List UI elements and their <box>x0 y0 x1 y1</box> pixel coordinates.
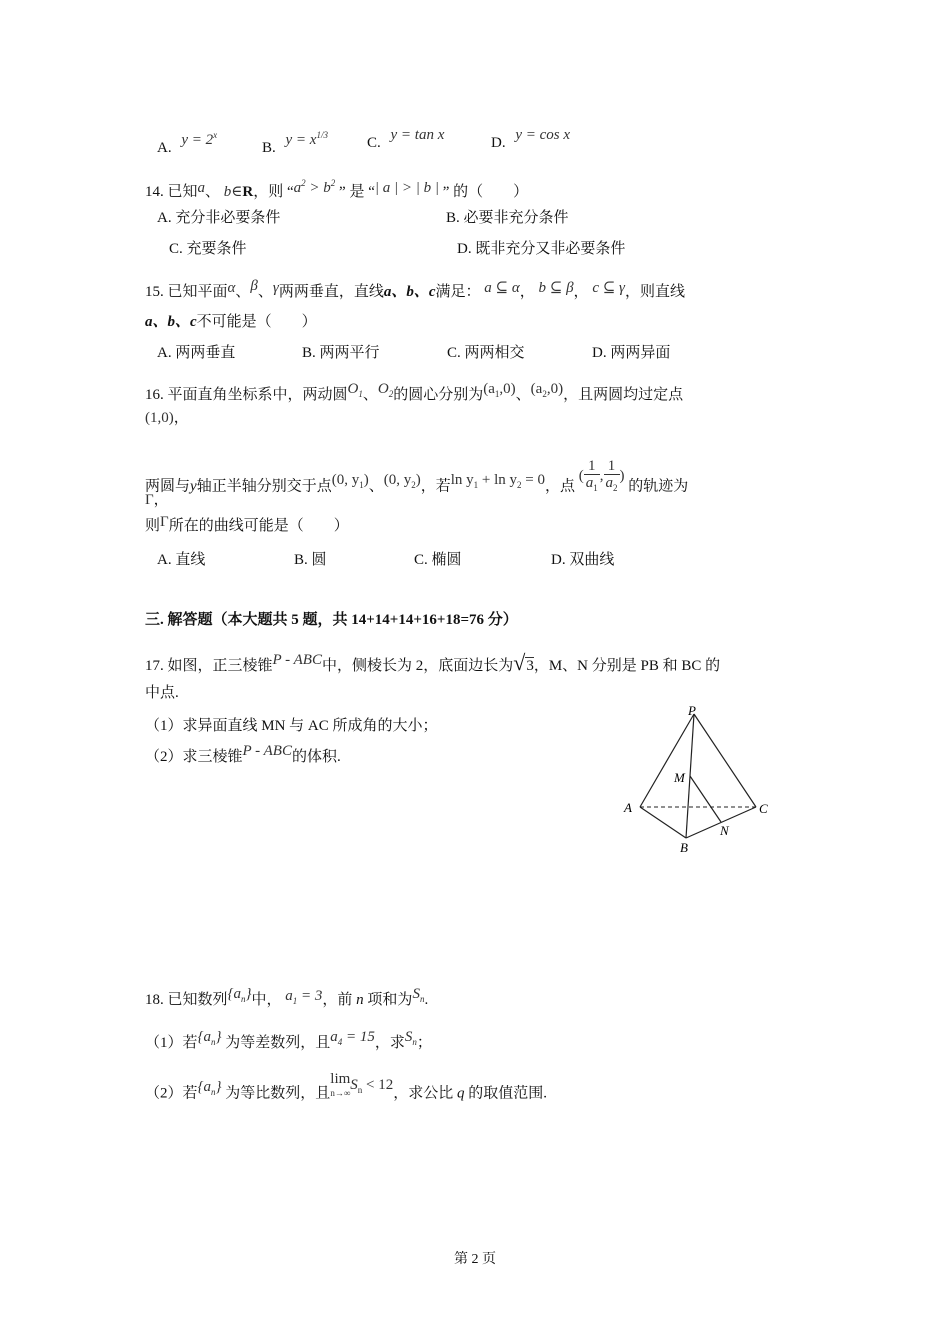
q18-part2-d: 的取值范围. <box>468 1085 548 1102</box>
q14-option-d: D. 既非充分又非必要条件 <box>457 241 626 257</box>
q18-period: . <box>424 992 429 1008</box>
q14-var-a: a <box>197 180 206 196</box>
q14-cond1: $a^2 > b^2$ <box>293 178 336 196</box>
label-a: A <box>624 800 632 815</box>
q13-option-d <box>491 127 571 153</box>
q18-a4: $a_4 = 15$ <box>330 1029 375 1047</box>
q18-n: n <box>356 992 364 1008</box>
edge-ab <box>640 807 686 838</box>
q13-option-a-label: A. <box>157 140 172 156</box>
q16-line3-a: 两圆与 <box>145 478 191 495</box>
q13-option-a-formula: $y = 2^x$ <box>181 130 218 148</box>
q13-options <box>157 130 218 158</box>
q16-pass: ，且两圆均过定点 <box>563 387 684 403</box>
q15-stem: 15. 已知平面α、β、γ两两垂直，直线a、b、c满足： a ⊆ α， b ⊆ β， c ⊆ γ，则直线 <box>145 278 685 300</box>
q18-sum: 项和为 <box>367 992 413 1008</box>
q18-sn-2: $S_n$ <box>404 1029 417 1047</box>
label-p: P <box>688 703 696 718</box>
q17-part2 <box>145 743 341 767</box>
q13-option-b-label: B. <box>262 140 276 156</box>
q16-line3-b: 轴正半轴分别交于点 <box>196 478 332 495</box>
q14-option-a: A. 充分非必要条件 <box>157 210 281 226</box>
q16-line5-b: 所在的曲线可能是（ ） <box>168 518 349 534</box>
q15-alpha: α <box>227 280 236 296</box>
q16-o1: $O_1$ <box>347 381 363 399</box>
q18-part2-c: ，求公比 <box>393 1085 454 1102</box>
q16-o2: $O_2$ <box>377 381 394 399</box>
q18-part2-b: 为等比数列，且 <box>225 1085 331 1102</box>
q15-option-a: A. 两两垂直 <box>157 345 236 361</box>
q15-lines-2: a、b、c <box>145 314 197 330</box>
q14-mid1: ，则 “ <box>253 184 294 200</box>
q13-option-c <box>367 127 445 153</box>
q16-comma: ， <box>173 410 189 426</box>
label-c: C <box>759 801 768 816</box>
q15-option-c: C. 两两相交 <box>447 345 525 361</box>
q17-part2-b: 的体积. <box>291 749 341 765</box>
label-b: B <box>680 840 688 855</box>
q13-option-d-formula: y = cos x <box>515 127 571 143</box>
q16-gamma-2: Γ <box>160 514 169 530</box>
edge-pc <box>694 714 756 807</box>
q13-option-b <box>262 130 328 158</box>
q15-rel2: b ⊆ β <box>538 280 574 296</box>
q17-sqrt: √3 <box>513 650 534 675</box>
q17-mn: ，M、N 分别是 PB 和 BC 的 <box>533 658 721 674</box>
q16-prefix: 16. 平面直角坐标系中，两动圆 <box>145 387 348 403</box>
page-number: 第 2 页 <box>454 1252 496 1267</box>
q18-seq-3: $\{a_n\}$ <box>197 1079 222 1098</box>
q16-center2: $(a_2,0)$ <box>530 381 564 399</box>
q17-line2: 中点. <box>145 685 179 701</box>
q13-option-c-formula: y = tan x <box>390 127 445 143</box>
q17-part1: （1）求异面直线 MN 与 AC 所成角的大小； <box>145 718 438 734</box>
q16-option-a: A. 直线 <box>157 552 206 568</box>
q16-option-c: C. 椭圆 <box>414 552 462 568</box>
q17-pyramid-2: P - ABC <box>242 743 292 759</box>
q14-prefix: 14. 已知 <box>145 184 198 200</box>
q18-sn: $S_n$ <box>412 986 425 1004</box>
q16-ln-eq: $\ln y_1 + \ln y_2 = 0$ <box>450 472 546 491</box>
q15-gamma: γ <box>272 280 279 296</box>
q14-option-c: C. 充要条件 <box>169 241 247 257</box>
q14-mid2: ” 是 “ <box>335 184 375 200</box>
q16-trajectory: 的轨迹为 <box>628 478 689 495</box>
q17-pyramid: P - ABC <box>272 652 322 668</box>
q18-a1: $a_1 = 3$ <box>285 988 323 1006</box>
q18-part1-b: 为等差数列，且 <box>225 1035 331 1051</box>
q18-zhong: 中， <box>251 992 282 1008</box>
edge-pa <box>640 714 694 807</box>
q18-part1-d: ； <box>416 1035 432 1051</box>
q15-rel1: a ⊆ α <box>484 280 520 296</box>
q18-part1 <box>145 1029 432 1058</box>
q13-option-d-label: D. <box>491 135 506 151</box>
q14-cond2: | a | > | b | <box>374 180 439 196</box>
q16-gamma: Γ <box>145 492 154 508</box>
q17-prefix: 17. 如图，正三棱锥 <box>145 658 273 674</box>
q18-prefix: 18. 已知数列 <box>145 992 228 1008</box>
q15-beta: β <box>250 278 258 294</box>
q18-seq-2: $\{a_n\}$ <box>197 1029 222 1047</box>
pyramid-figure <box>618 700 788 860</box>
q15-end1: ，则直线 <box>624 284 685 300</box>
q18-limit: lim n→∞ $S_n < 12$ <box>330 1071 394 1098</box>
q16-center1: $(a_1,0)$ <box>483 381 516 399</box>
q16-option-b: B. 圆 <box>294 552 327 568</box>
q13-option-b-formula: $y = x^{1/3}$ <box>285 130 328 148</box>
q14-option-b: B. 必要非充分条件 <box>446 210 569 226</box>
q16-pt2: (0, $y_2$) <box>383 472 421 491</box>
segment-mn <box>690 776 721 822</box>
q18-stem <box>145 986 429 1015</box>
q16-stem-line5 <box>145 516 349 536</box>
q15-line2: 不可能是（ ） <box>196 314 317 330</box>
q14-in: ∈ <box>231 184 243 200</box>
q14-end: ” 的（ ） <box>438 184 529 200</box>
q14-sep: 、 <box>205 184 221 200</box>
q15-option-d: D. 两两异面 <box>592 345 671 361</box>
q16-point-label: ，点 <box>545 478 576 495</box>
q16-frac-point: ( $\frac{1}{a_1}$ , $\frac{1}{a_2}$ ) <box>578 458 625 493</box>
q15-lines: a、b、c <box>383 284 436 300</box>
q16-gamma-line: Γ， <box>145 492 169 508</box>
q15-satisfy: 满足： <box>435 284 481 300</box>
q18-part1-c: ，求 <box>374 1035 405 1051</box>
q14-var-b: b <box>223 184 232 200</box>
q16-point: (1,0) <box>145 410 174 426</box>
q17-part2-a: （2）求三棱锥 <box>145 749 243 765</box>
q15-prefix: 15. 已知平面 <box>145 284 228 300</box>
q17-mid: 中，侧棱长为 2，底面边长为 <box>321 658 514 674</box>
label-m: M <box>674 770 685 785</box>
q15-mid: 两两垂直，直线 <box>278 284 384 300</box>
q18-part2 <box>145 1071 548 1108</box>
q18-part1-a: （1）若 <box>145 1035 198 1051</box>
q16-y: y <box>190 478 197 495</box>
q15-stem-line2 <box>145 312 317 332</box>
q16-fixed-point <box>145 408 189 428</box>
q18-part2-a: （2）若 <box>145 1085 198 1102</box>
q15-rel3: c ⊆ γ <box>592 280 625 296</box>
q14-stem <box>145 177 528 202</box>
q16-stem-line3: 两圆与y轴正半轴分别交于点(0, $y_1$)、(0, $y_2$)，若$\ln y_1 + \ln y_2 = 0$，点 ( $\frac{1}{a_1}$ , $\frac{1}{a_2}$ ) 的轨迹为 <box>145 458 689 495</box>
q16-line5-a: 则 <box>145 518 161 534</box>
q16-if: ，若 <box>420 478 451 495</box>
q16-centers: 的圆心分别为 <box>393 387 484 403</box>
q18-q: q <box>457 1085 465 1102</box>
q16-pt1: (0, $y_1$) <box>331 472 369 491</box>
q16-stem: 16. 平面直角坐标系中，两动圆$O_1$、$O_2$的圆心分别为$(a_1,0)$、$(a_2,0)$，且两圆均过定点 <box>145 381 684 403</box>
q18-first: ，前 <box>322 992 353 1008</box>
q17-stem <box>145 650 721 676</box>
label-n: N <box>720 823 729 838</box>
section-heading: 三. 解答题（本大题共 5 题，共 14+14+14+16+18=76 分） <box>145 612 518 628</box>
q13-option-c-label: C. <box>367 135 381 151</box>
q16-option-d: D. 双曲线 <box>551 552 615 568</box>
q18-seq: $\{a_n\}$ <box>227 986 252 1004</box>
q15-option-b: B. 两两平行 <box>302 345 380 361</box>
q14-real-set: R <box>242 184 254 200</box>
